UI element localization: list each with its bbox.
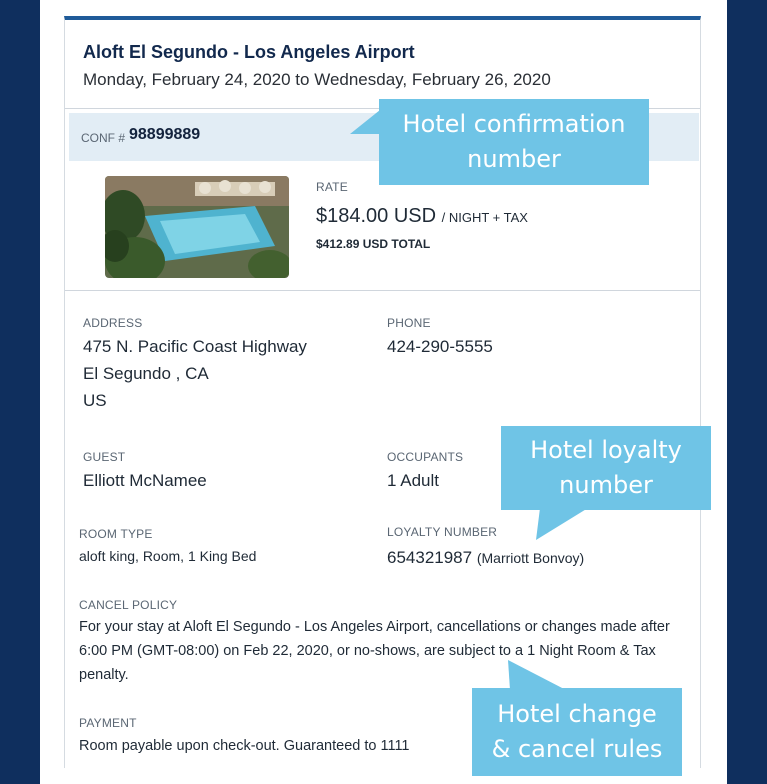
rate-amount [316, 205, 528, 228]
loyalty-number: 654321987 [387, 548, 473, 567]
guest-name: Elliott McNamee [83, 471, 207, 490]
rate-label: RATE [316, 180, 348, 194]
loyalty-program: (Marriott Bonvoy) [476, 550, 585, 566]
confirmation-callout [379, 99, 649, 185]
address-label: ADDRESS [83, 316, 143, 330]
cancel-policy-label: CANCEL POLICY [79, 598, 178, 612]
rate-total: $412.89 USD TOTAL [316, 237, 431, 251]
phone-label: PHONE [387, 316, 431, 330]
left-rail [0, 0, 40, 784]
room-type-value: aloft king, Room, 1 King Bed [79, 548, 257, 564]
occupants-label: OCCUPANTS [387, 450, 464, 464]
address-line3: US [83, 391, 107, 410]
payment-text: Room payable upon check-out. Guaranteed to 1111 [79, 738, 410, 754]
rate-suffix: / NIGHT + TAX [441, 210, 528, 225]
phone-value[interactable]: 424-290-5555 [387, 337, 493, 356]
divider [65, 290, 700, 291]
loyalty-callout [501, 426, 711, 510]
cancel-callout [472, 688, 682, 776]
hotel-name[interactable]: Aloft El Segundo - Los Angeles Airport [83, 42, 415, 62]
cancel-callout-text: Hotel change & cancel rules [491, 700, 663, 763]
rate-value: $184.00 USD [316, 205, 437, 227]
cancel-policy-text: For your stay at Aloft El Segundo - Los Angeles Airport, cancellations or changes made after 6:00 PM (GMT-08:00) on Feb 22, 2020, or no-shows, are subject to a 1 Night Room & Tax penalty. [79, 619, 670, 683]
confirmation-callout-text: Hotel confirmation number [402, 110, 626, 173]
hotel-photo[interactable] [105, 176, 289, 278]
loyalty-callout-pointer [534, 508, 590, 542]
hotel-pool-image [105, 176, 289, 278]
stay-dates: Monday, February 24, 2020 to Wednesday, February 26, 2020 [83, 70, 551, 89]
conf-number: 98899889 [129, 126, 201, 143]
address-line1: 475 N. Pacific Coast Highway [83, 337, 307, 356]
right-rail [727, 0, 767, 784]
confirmation-callout-pointer [350, 108, 382, 136]
occupants-value: 1 Adult [387, 471, 439, 490]
loyalty-callout-text: Hotel loyalty number [530, 436, 682, 499]
conf-label: CONF # [81, 131, 126, 145]
loyalty-label: LOYALTY NUMBER [387, 525, 498, 539]
guest-label: GUEST [83, 450, 126, 464]
address-line2: El Segundo , CA [83, 364, 209, 383]
room-type-label: ROOM TYPE [79, 527, 153, 541]
payment-label: PAYMENT [79, 716, 137, 730]
loyalty-value [387, 548, 584, 568]
